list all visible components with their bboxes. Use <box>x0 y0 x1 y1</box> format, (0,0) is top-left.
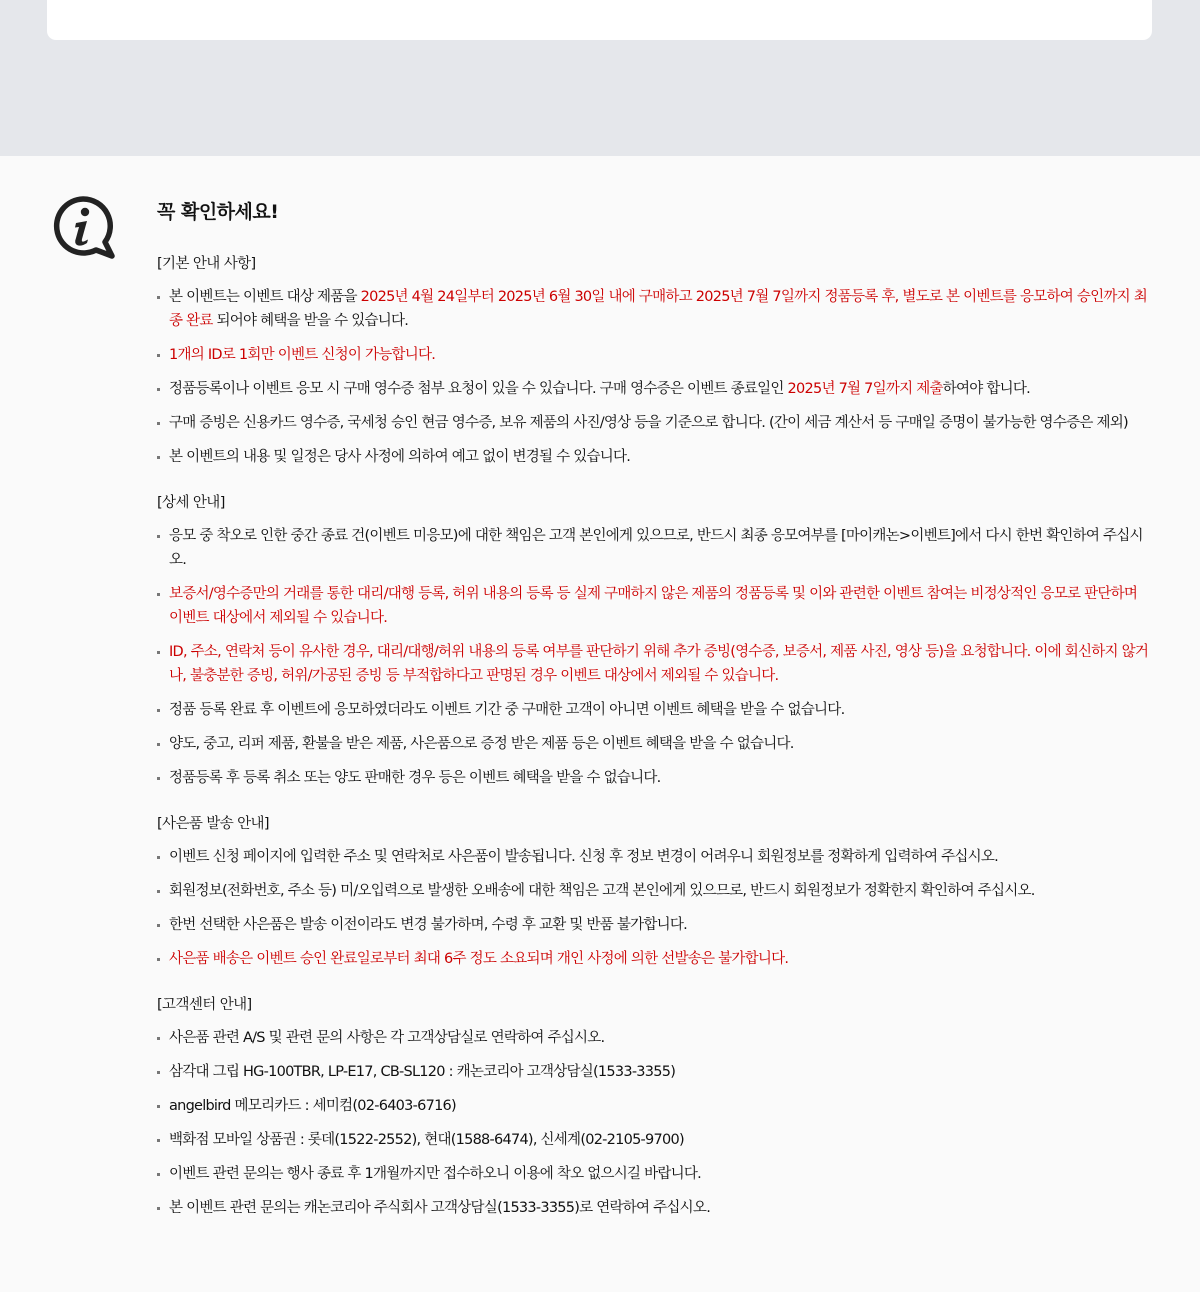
top-band <box>0 0 1200 156</box>
body-text: 이벤트 관련 문의는 행사 종료 후 1개월까지만 접수하오니 이용에 착오 없으시길 바랍니다. <box>169 1166 702 1182</box>
body-text: 양도, 중고, 리퍼 제품, 환불을 받은 제품, 사은품으로 증정 받은 제품 등은 이벤트 혜택을 받을 수 없습니다. <box>169 736 794 752</box>
list-item <box>157 343 1152 367</box>
body-text: 구매 증빙은 신용카드 영수증, 국세청 승인 현금 영수증, 보유 제품의 사진/영상 등을 기준으로 합니다. (간이 세금 계산서 등 구매일 증명이 불가능한 영수증은 제외) <box>169 415 1128 431</box>
body-text: angelbird 메모리카드 : 세미컴(02-6403-6716) <box>169 1098 456 1114</box>
info-speech-bubble-icon <box>50 194 116 260</box>
bullet-list <box>157 845 1152 971</box>
body-text: 본 이벤트의 내용 및 일정은 당사 사정에 의하여 예고 없이 변경될 수 있습니다. <box>169 449 631 465</box>
section-heading: [상세 안내] <box>157 495 225 511</box>
list-item <box>157 445 1152 469</box>
body-text: 정품등록이나 이벤트 응모 시 구매 영수증 첨부 요청이 있을 수 있습니다. 구매 영수증은 이벤트 종료일인 <box>169 381 788 397</box>
body-text: 하여야 합니다. <box>942 381 1031 397</box>
list-item <box>157 285 1152 333</box>
bullet-list <box>157 285 1152 469</box>
body-text: 이벤트 신청 페이지에 입력한 주소 및 연락처로 사은품이 발송됩니다. 신청 후 정보 변경이 어려우니 회원정보를 정확하게 입력하여 주십시오. <box>169 849 998 865</box>
list-item <box>157 766 1152 790</box>
body-text: 한번 선택한 사은품은 발송 이전이라도 변경 불가하며, 수령 후 교환 및 반품 불가합니다. <box>169 917 688 933</box>
bullet-list <box>157 524 1152 790</box>
list-item <box>157 879 1152 903</box>
list-item <box>157 913 1152 937</box>
list-item <box>157 1060 1152 1084</box>
list-item <box>157 1094 1152 1118</box>
notice-section <box>0 156 1200 1292</box>
notice-section-1 <box>157 493 1152 790</box>
notice-content <box>157 198 1152 1244</box>
list-item <box>157 698 1152 722</box>
highlight-text: 보증서/영수증만의 거래를 통한 대리/대행 등록, 허위 내용의 등록 등 실제 구매하지 않은 제품의 정품등록 및 이와 관련한 이벤트 참여는 비정상적인 응모로 판단하며 이벤트 대상에서 제외될 수 있습니다. <box>169 586 1138 626</box>
notice-section-3 <box>157 995 1152 1220</box>
list-item <box>157 524 1152 572</box>
section-heading: [기본 안내 사항] <box>157 256 256 272</box>
list-item <box>157 411 1152 435</box>
list-item <box>157 947 1152 971</box>
notice-section-0 <box>157 254 1152 469</box>
list-item <box>157 845 1152 869</box>
content-card-bottom <box>47 0 1152 40</box>
body-text: 백화점 모바일 상품권 : 롯데(1522-2552), 현대(1588-6474), 신세계(02-2105-9700) <box>169 1132 684 1148</box>
notice-section-2 <box>157 814 1152 971</box>
section-heading: [고객센터 안내] <box>157 997 252 1013</box>
list-item <box>157 1128 1152 1152</box>
highlight-text: ID, 주소, 연락처 등이 유사한 경우, 대리/대행/허위 내용의 등록 여부를 판단하기 위해 추가 증빙(영수증, 보증서, 제품 사진, 영상 등)을 요청합니다. 이에 회신하지 않거나, 불충분한 증빙, 허위/가공된 증빙 등 부적합하다고 판명된 경우 이벤트 대상에서 제외될 수 있습니다. <box>169 644 1149 684</box>
body-text: 정품등록 후 등록 취소 또는 양도 판매한 경우 등은 이벤트 혜택을 받을 수 없습니다. <box>169 770 661 786</box>
highlight-text: 사은품 배송은 이벤트 승인 완료일로부터 최대 6주 정도 소요되며 개인 사정에 의한 선발송은 불가합니다. <box>169 951 789 967</box>
body-text: 본 이벤트 관련 문의는 캐논코리아 주식회사 고객상담실(1533-3355)로 연락하여 주십시오. <box>169 1200 711 1216</box>
body-text: 응모 중 착오로 인한 중간 종료 건(이벤트 미응모)에 대한 책임은 고객 본인에게 있으므로, 반드시 최종 응모여부를 [마이캐논>이벤트]에서 다시 한번 확인하여 주십시오. <box>169 528 1143 568</box>
notice-title: 꼭 확인하세요! <box>157 201 279 223</box>
section-heading: [사은품 발송 안내] <box>157 816 269 832</box>
body-text: 본 이벤트는 이벤트 대상 제품을 <box>169 289 361 305</box>
body-text: 사은품 관련 A/S 및 관련 문의 사항은 각 고객상담실로 연락하여 주십시오. <box>169 1030 605 1046</box>
list-item <box>157 582 1152 630</box>
body-text: 삼각대 그립 HG-100TBR, LP-E17, CB-SL120 : 캐논코리아 고객상담실(1533-3355) <box>169 1064 676 1080</box>
highlight-text: 2025년 7월 7일까지 제출 <box>787 381 943 397</box>
body-text: 회원정보(전화번호, 주소 등) 미/오입력으로 발생한 오배송에 대한 책임은 고객 본인에게 있으므로, 반드시 회원정보가 정확한지 확인하여 주십시오. <box>169 883 1035 899</box>
list-item <box>157 732 1152 756</box>
highlight-text: 2025년 4월 24일부터 2025년 6월 30일 내에 구매하고 2025년 7월 7일까지 정품등록 후, 별도로 본 이벤트를 응모하여 승인까지 최종 완료 <box>169 289 1148 329</box>
list-item <box>157 1162 1152 1186</box>
list-item <box>157 377 1152 401</box>
notice-sections <box>157 254 1152 1220</box>
list-item <box>157 640 1152 688</box>
list-item <box>157 1026 1152 1050</box>
highlight-text: 1개의 ID로 1회만 이벤트 신청이 가능합니다. <box>169 347 436 363</box>
body-text: 정품 등록 완료 후 이벤트에 응모하였더라도 이벤트 기간 중 구매한 고객이 아니면 이벤트 혜택을 받을 수 없습니다. <box>169 702 845 718</box>
body-text: 되어야 혜택을 받을 수 있습니다. <box>212 313 409 329</box>
list-item <box>157 1196 1152 1220</box>
bullet-list <box>157 1026 1152 1220</box>
